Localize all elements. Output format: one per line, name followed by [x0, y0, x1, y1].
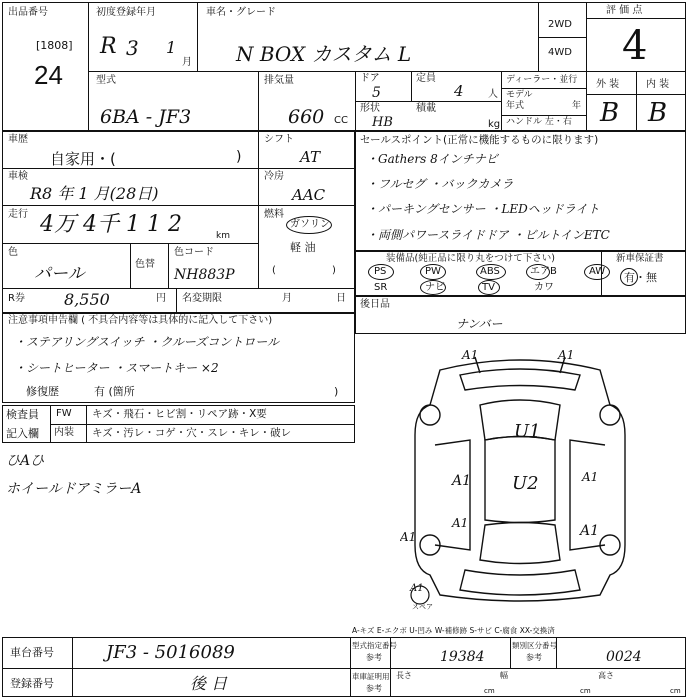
name-change-day: 日 — [336, 293, 346, 304]
cert-height-label: 高さ — [598, 671, 614, 680]
doors-value: 5 — [372, 85, 381, 101]
handle-label: ハンドル 左・右 — [506, 117, 572, 127]
shape-label: 形状 — [360, 103, 380, 114]
score-label: 評 価 点 — [606, 5, 643, 16]
front-bumper — [460, 369, 580, 390]
left-door-line — [435, 440, 470, 550]
model-value: 6BA - JF3 — [100, 106, 192, 128]
fuel-label: 燃料 — [264, 209, 284, 220]
warranty-value: 有・無 — [624, 271, 657, 284]
fw-label: FW — [56, 408, 72, 419]
shift-label: シフト — [264, 134, 294, 145]
load-label: 積載 — [416, 103, 436, 114]
cert-width-unit: cm — [580, 687, 591, 695]
equip-tv-label: TV — [482, 282, 495, 293]
model-year-suffix: 年 — [572, 101, 582, 111]
repair-close: ) — [334, 385, 339, 398]
ac-value: AAC — [292, 186, 326, 204]
fuel-bracket-close: ) — [332, 265, 336, 276]
equip-leather-label: カワ — [534, 282, 554, 293]
load-unit: kg — [488, 119, 501, 130]
inspector-remark-2: ホイールドアミラーA — [6, 481, 142, 497]
color-label: 色 — [8, 247, 18, 258]
type-spec-label: 型式指定番号 — [352, 641, 397, 650]
color-code-label: 色コード — [174, 247, 214, 258]
damage-mark-rear-right: A1 — [580, 523, 600, 539]
first-reg-month-suffix: 月 — [182, 57, 192, 68]
class-label: 類別区分番号 — [512, 641, 557, 650]
carname-label: 車名・グレード — [206, 7, 276, 18]
inspector-remark-1: ひAひ — [6, 453, 45, 469]
recycle-value: 8,550 — [64, 290, 110, 309]
equip-navi-label: ナビ — [425, 282, 445, 293]
fuel-diesel: 軽 油 — [290, 241, 316, 254]
shape-value: HB — [372, 115, 393, 130]
dealer-label: ディーラー・並行 — [506, 75, 578, 85]
selling-point-3: ・パーキングセンサー ・LEDヘッドライト — [366, 202, 600, 216]
damage-mark-rear-left: A1 — [400, 530, 417, 544]
capacity-unit: 人 — [488, 89, 498, 100]
class-ref: 参考 — [526, 653, 542, 662]
car-diagram — [400, 345, 640, 615]
mileage-unit: km — [216, 231, 230, 241]
chassis-value: JF3 - 5016089 — [106, 642, 235, 663]
inspector-interior-text: キズ・汚レ・コゲ・穴・スレ・キレ・破レ — [92, 427, 292, 439]
model-label: 型式 — [96, 75, 116, 86]
damage-mark-left-side: A1 — [452, 516, 469, 530]
cert-height-unit: cm — [670, 687, 681, 695]
cert-length-unit: cm — [484, 687, 495, 695]
type-spec-value: 19384 — [440, 649, 485, 665]
rear-window — [480, 523, 560, 564]
inspector-label-1: 検査員 — [6, 408, 39, 421]
spare-mark: A1 — [410, 583, 424, 594]
later-items-frame — [355, 296, 686, 334]
notes-line-1: ・ステアリングスイッチ ・クルーズコントロール — [14, 335, 280, 349]
damage-mark-hood: U1 — [514, 421, 541, 442]
lot-number: 24 — [34, 60, 63, 90]
equip-sr-label: SR — [374, 282, 388, 293]
class-value: 0024 — [606, 649, 642, 665]
lot-code: [1808] — [36, 39, 73, 52]
equip-airbag-label: エアB — [530, 266, 557, 277]
warranty-label: 新車保証書 — [616, 253, 664, 264]
wheel-front-left — [420, 405, 440, 425]
lot-label: 出品番号 — [8, 7, 48, 18]
equip-aw-label: AW — [589, 266, 606, 277]
drive-2wd: 2WD — [548, 19, 572, 30]
mileage-label: 走行 — [8, 209, 28, 220]
equip-ps-label: PS — [374, 266, 387, 277]
displacement-value: 660 — [288, 106, 325, 128]
cert-label: 車庫証明用 — [352, 672, 390, 681]
spare-label: スペア — [412, 603, 433, 611]
color-value: パール — [34, 264, 85, 284]
fuel-bracket-open: ( — [272, 265, 276, 276]
displacement-unit: CC — [334, 115, 348, 126]
inspector-interior-label: 内装 — [54, 427, 74, 438]
notes-line-2: ・シートヒーター ・スマートキー ×2 — [14, 361, 219, 375]
name-change-month: 月 — [282, 293, 292, 304]
first-reg-era: R — [100, 34, 117, 59]
history-value: 自家用・( — [50, 150, 116, 168]
fw-text: キズ・飛石・ヒビ割・リペア跡・X要 — [92, 408, 267, 420]
shift-value: AT — [300, 148, 321, 166]
equip-pw-label: PW — [425, 266, 441, 277]
cert-width-label: 幅 — [500, 671, 508, 680]
first-reg-label: 初度登録年月 — [96, 7, 156, 18]
repair-label: 修復歴 — [26, 385, 59, 398]
reg-label: 登録番号 — [10, 677, 54, 690]
inspection-label: 車検 — [8, 171, 28, 182]
damage-mark-right-side: A1 — [582, 470, 599, 484]
type-spec-ref: 参考 — [366, 653, 382, 662]
selling-point-2: ・フルセグ ・バックカメラ — [366, 177, 514, 191]
exterior-value: B — [600, 98, 620, 128]
inspection-value: R8 年 1 月(28日) — [30, 184, 159, 203]
recycle-unit: 円 — [156, 293, 166, 304]
inspector-label-2: 記入欄 — [6, 427, 39, 440]
capacity-label: 定員 — [416, 73, 436, 84]
doors-label: ドア — [360, 73, 380, 84]
later-items-label: 後日品 — [360, 299, 390, 310]
drive-4wd: 4WD — [548, 47, 572, 58]
reg-value: 後 日 — [190, 674, 228, 693]
fuel-gasoline: ガソリン — [290, 219, 330, 230]
rear-bumper — [460, 570, 580, 595]
exterior-label: 外 装 — [596, 79, 620, 90]
first-reg-year: 3 — [126, 36, 139, 60]
displacement-label: 排気量 — [264, 75, 294, 86]
first-reg-month: 1 — [166, 38, 177, 57]
model-year-label-2: 年式 — [506, 101, 525, 111]
selling-point-1: ・Gathers 8インチナビ — [366, 152, 498, 166]
equipment-title: 装備品(純正品に限り丸をつけて下さい) — [386, 253, 555, 264]
interior-value: B — [648, 98, 668, 128]
wheel-front-right — [600, 405, 620, 425]
cert-ref: 参考 — [366, 684, 382, 693]
selling-point-4: ・両側パワースライドドア ・ビルトインETC — [366, 228, 610, 242]
history-label: 車歴 — [8, 134, 28, 145]
name-change-label: 名変期限 — [182, 293, 222, 304]
cert-length-label: 長さ — [396, 671, 412, 680]
damage-mark-roof: U2 — [512, 473, 539, 494]
damage-mark-front-left: A1 — [462, 348, 479, 362]
interior-label: 内 装 — [646, 79, 670, 90]
ac-label: 冷房 — [264, 171, 284, 182]
damage-mark-left-door: A1 — [452, 473, 472, 489]
history-close: ) — [236, 149, 242, 165]
equip-abs-label: ABS — [480, 266, 500, 277]
model-year-label-1: モデル — [506, 90, 533, 100]
color-change-label: 色替 — [135, 259, 155, 270]
score-value: 4 — [622, 23, 648, 69]
damage-legend: A-キズ E-エクボ U-凹み W-補修跡 S-サビ C-腐食 XX-交換済 — [352, 626, 555, 635]
mileage-value: 4万 4千 1 1 2 — [40, 212, 182, 237]
notes-title: 注意事項申告欄 ( 不具合内容等は具体的に記入して下さい) — [8, 315, 273, 326]
selling-points-title: セールスポイント(正常に機能するものに限ります) — [360, 134, 599, 146]
recycle-label: R券 — [8, 293, 25, 304]
chassis-label: 車台番号 — [10, 646, 54, 659]
damage-mark-front-right: A1 — [558, 348, 575, 362]
later-items-value: ナンバー — [456, 317, 503, 331]
carname-value: N BOX カスタム L — [236, 42, 412, 66]
capacity-value: 4 — [454, 82, 464, 100]
repair-value: 有 (箇所 — [94, 385, 135, 398]
color-code-value: NH883P — [174, 267, 235, 283]
